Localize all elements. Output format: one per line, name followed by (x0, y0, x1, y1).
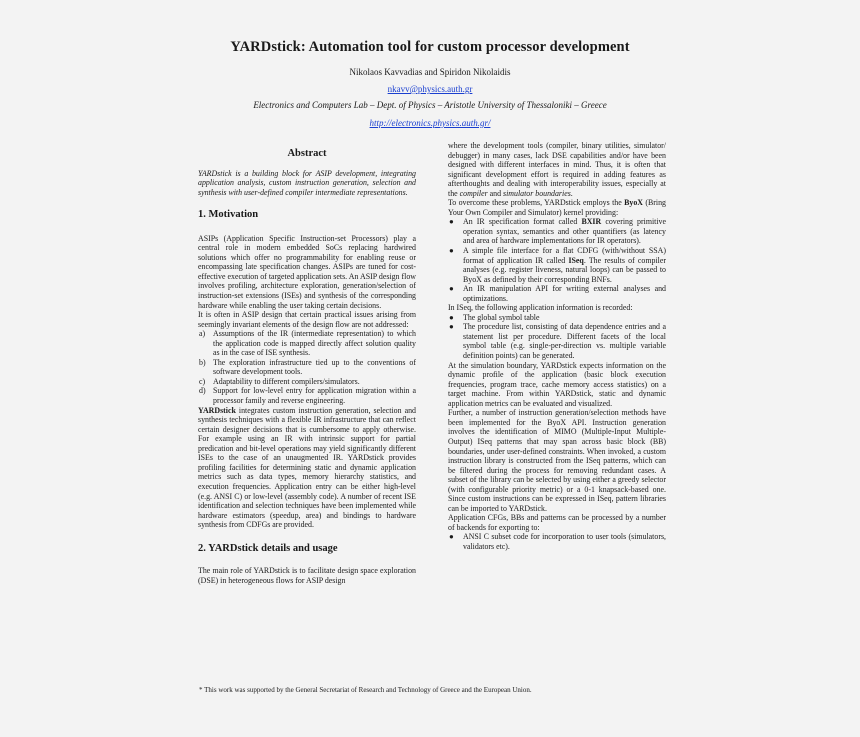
details-paragraph-2 (448, 141, 666, 198)
list-item (448, 313, 666, 323)
list-item-text: Assumptions of the IR (intermediate representation) to which the application code is mapped directly affect solution quality as in the case of ISE synthesis. (213, 329, 416, 358)
list-item (448, 246, 666, 284)
author-email (0, 84, 860, 94)
bold-run: BXIR (581, 217, 602, 227)
footnote: * This work was supported by the General Secretariat of Research and Technology of Greece and the European Union. (199, 686, 532, 694)
text-run: The global symbol table (463, 312, 540, 322)
list-item (448, 217, 666, 246)
italic-run: compiler (459, 188, 488, 198)
text-run: where the development tools (compiler, binary utilities, simulator/ debugger) in many cases, lack DSE capabilities and/or have been designed with different interfaces in mind. Thus, it is often that significant development effort is required in adding features as afterthoughts and dealing with interoperability issues, especially at the (448, 141, 666, 198)
motivation-paragraph-3-text: integrates custom instruction generation, selection and synthesis techniques with a flexible IR infrastructure that can reflect certain designer decisions that is cumbersome to apply otherwise. For example using an IR with intrinsic support for partial predication and bit-level operations may yield significantly different ISEs to the case of an unaugmented IR. YARDstick provides profiling facilities for determining static and dynamic application metrics such as data types, memory hierarchy statistics, and execution frequencies. Application entry can be either high-level (e.g. ANSI C) or low-level (assembly code). A number of recent ISE identification and selection techniques have been implemented while hardware estimators (speedup, area) and bindings to hardware synthesis from CDFGs are provided. (198, 405, 416, 530)
motivation-paragraph-1: ASIPs (Application Specific Instruction-set Processors) play a central role in modern embedded SoCs replacing hardwired solutions which offer no programmability for enabling reuse or encompassing late specification changes. ASIPs are tuned for cost-effective execution of targeted application sets. An ASIP design flow involves profiling, architecture exploration, generation/selection of instruction-set extensions (ISEs) and synthesis of the corresponding hardware while enabling the user taking certain decisions. (198, 233, 416, 310)
list-marker: b) (199, 357, 206, 367)
list-item-text: The exploration infrastructure tied up to the conventions of software development tools. (213, 357, 416, 377)
text-run: A simple file interface for a flat CDFG (with/without SSA) format of application IR called (463, 246, 666, 265)
issues-list (198, 329, 416, 405)
list-item (198, 358, 416, 377)
motivation-paragraph-3 (198, 406, 416, 530)
email-link[interactable]: nkavv@physics.auth.gr (387, 84, 473, 94)
list-item (198, 377, 416, 387)
details-paragraph-7: Application CFGs, BBs and patterns can be processed by a number of backends for exporting to: (448, 513, 666, 532)
list-marker: a) (199, 329, 206, 339)
bold-run: ByoX (624, 198, 643, 208)
lab-url (0, 118, 860, 128)
right-column (448, 141, 666, 552)
abstract-text: YARDstick is a building block for ASIP development, integrating application analysis, custom instruction generation, selection and synthesis with user-defined compiler intermediate representations. (198, 168, 416, 197)
bullet-icon: ● (449, 322, 454, 332)
bullet-icon: ● (449, 284, 454, 294)
text-run: To overcome these problems, YARDstick employs the (448, 198, 625, 208)
paper-title: YARDstick: Automation tool for custom processor development (230, 39, 630, 55)
text-run: The procedure list, consisting of data dependence entries and a statement list per procedure. Different facets of the local symbol table (e.g. single-per-direction vs. multiple variable definition points) can be generated. (463, 322, 666, 361)
bullet-icon: ● (449, 217, 454, 227)
lab-url-link[interactable]: http://electronics.physics.auth.gr/ (369, 118, 491, 128)
italic-run: simulator boundaries (503, 188, 571, 198)
text-run: . (570, 188, 573, 198)
list-item (198, 329, 416, 358)
list-marker: d) (199, 386, 206, 396)
list-item (448, 284, 666, 303)
section-details-heading: 2. YARDstick details and usage (198, 542, 338, 554)
list-item (198, 386, 416, 405)
text-run: covering primitive operation syntax, semantics and other quantifiers (as latency and area of hardware implementations for IR operators). (463, 217, 666, 246)
text-run: An IR manipulation API for writing external analyses and optimizations. (463, 284, 666, 303)
left-column (198, 141, 416, 585)
list-item-text: Support for low-level entry for application migration within a processor family and reverse engineering. (213, 386, 416, 406)
list-item (448, 322, 666, 360)
list-marker: c) (199, 376, 206, 386)
bullet-icon: ● (449, 532, 454, 542)
text-run: An IR specification format called (463, 217, 582, 227)
backend-list (448, 532, 666, 551)
details-paragraph-4: In ISeq, the following application information is recorded: (448, 303, 633, 313)
iseq-info-list (448, 313, 666, 361)
details-paragraph-6: Further, a number of instruction generation/selection methods have been implemented for the ByoX API. Instruction generation involves the identification of MIMO (Multiple-Input Multiple-Output) ISeq patterns that may span across basic block (BB) boundaries, under user-defined constraints. When invoked, a custom instruction library is constructed from the ISeq patterns, which can be filtered during the process for removing redundant cases. A subset of the library can be selected by using either a greedy selector (with configurable priority metric) or a 0-1 knapsack-based one. Since custom instructions can be expressed in ISeq, pattern libraries can be imported to YARDstick. (448, 408, 666, 513)
details-paragraph-5: At the simulation boundary, YARDstick expects information on the dynamic profile of the application (basic block execution frequencies, program trace, cache memory access statistics) on a target machine. From within YARDstick, static and dynamic application metrics can be evaluated and visualized. (448, 360, 666, 408)
details-paragraph-3 (448, 198, 666, 217)
details-paragraph-1: The main role of YARDstick is to facilitate design space exploration (DSE) in heterogeneous flows for ASIP design (198, 566, 416, 585)
bullet-icon: ● (449, 312, 454, 322)
list-item (448, 532, 666, 551)
author-affiliation: Electronics and Computers Lab – Dept. of Physics – Aristotle University of Thessaloniki – Greece (253, 100, 607, 110)
bullet-icon: ● (449, 246, 454, 256)
bold-run: ISeq (568, 255, 584, 265)
paper-authors: Nikolaos Kavvadias and Spiridon Nikolaidis (349, 67, 511, 77)
motivation-paragraph-2: It is often in ASIP design that certain practical issues arising from seemingly invariant elements of the design flow are not addressed: (198, 310, 416, 329)
text-run: ANSI C subset code for incorporation to user tools (simulators, validators etc). (463, 532, 666, 551)
section-motivation-heading: 1. Motivation (198, 209, 259, 221)
yardstick-bold: YARDstick (198, 405, 236, 415)
list-item-text: Adaptability to different compilers/simulators. (213, 376, 360, 386)
text-run: . The results of compiler analyses (e.g. register liveness, natural loops) can be passed to ByoX as defined by their corresponding BNFs. (463, 255, 666, 284)
byox-feature-list (448, 217, 666, 303)
abstract-heading: Abstract (287, 148, 327, 159)
text-run: and (487, 188, 504, 198)
text-run: (Bring Your Own Compiler and Simulator) kernel providing: (448, 198, 666, 217)
